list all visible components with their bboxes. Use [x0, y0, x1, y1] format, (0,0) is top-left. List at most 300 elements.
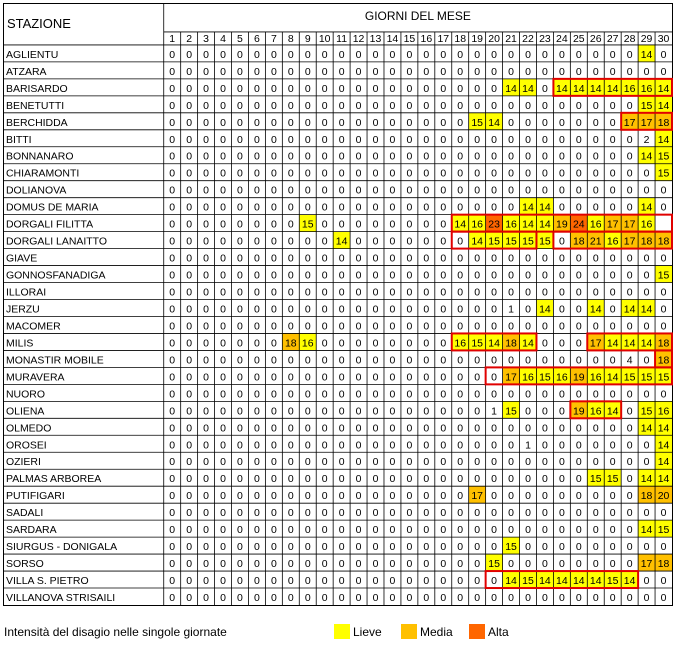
cell-value: 0 — [609, 100, 616, 112]
cell-value: 0 — [440, 134, 447, 146]
cell-value: 14 — [640, 49, 653, 61]
cell-value: 4 — [626, 355, 633, 367]
cell-value: 0 — [338, 508, 345, 520]
cell-value: 0 — [254, 440, 260, 452]
cell-value: 0 — [389, 236, 396, 248]
cell-value: 0 — [220, 66, 226, 78]
cell-value: 0 — [423, 508, 430, 520]
cell-value: 0 — [304, 287, 311, 299]
cell-value: 0 — [575, 66, 582, 78]
cell-value: 0 — [169, 287, 176, 299]
cell-value: 0 — [609, 593, 616, 605]
cell-value: 0 — [186, 270, 193, 282]
cell-value: 0 — [372, 338, 379, 350]
cell-value: 0 — [254, 338, 260, 350]
cell-value: 0 — [287, 525, 294, 537]
cell-value: 0 — [609, 440, 616, 452]
cell-value: 0 — [169, 440, 176, 452]
cell-value: 0 — [321, 202, 328, 214]
cell-value: 0 — [304, 236, 311, 248]
cell-value: 0 — [220, 270, 226, 282]
cell-value: 0 — [542, 406, 548, 418]
cell-value: 0 — [186, 253, 193, 265]
station-name: GONNOSFANADIGA — [6, 270, 106, 282]
cell-value: 14 — [606, 372, 619, 384]
cell-value: 0 — [457, 542, 464, 554]
cell-value: 0 — [169, 355, 176, 367]
cell-value: 0 — [440, 559, 447, 571]
cell-value: 0 — [186, 355, 193, 367]
cell-value: 0 — [660, 508, 667, 520]
cell-value: 14 — [657, 100, 670, 112]
cell-value: 0 — [406, 185, 413, 197]
cell-value: 0 — [237, 117, 243, 129]
cell-value: 17 — [589, 338, 602, 350]
cell-value: 0 — [643, 389, 650, 401]
cell-value: 0 — [338, 185, 345, 197]
cell-value: 0 — [558, 100, 565, 112]
cell-value: 0 — [440, 219, 447, 231]
cell-value: 0 — [525, 542, 531, 554]
cell-value: 0 — [457, 321, 464, 333]
cell-value: 0 — [220, 117, 226, 129]
cell-value: 0 — [270, 423, 277, 435]
cell-value: 0 — [542, 66, 548, 78]
cell-value: 0 — [203, 525, 210, 537]
cell-value: 0 — [389, 321, 396, 333]
cell-value: 0 — [338, 219, 345, 231]
cell-value: 0 — [304, 474, 311, 486]
cell-value: 0 — [338, 134, 345, 146]
cell-value: 0 — [254, 474, 260, 486]
cell-value: 0 — [558, 304, 565, 316]
cell-value: 0 — [237, 134, 243, 146]
cell-value: 0 — [321, 423, 328, 435]
cell-value: 0 — [525, 406, 531, 418]
cell-value: 0 — [643, 168, 650, 180]
cell-value: 0 — [287, 542, 294, 554]
cell-value: 0 — [542, 457, 548, 469]
cell-value: 15 — [657, 372, 670, 384]
cell-value: 0 — [338, 593, 345, 605]
intensity-table — [3, 3, 673, 606]
cell-value: 14 — [522, 219, 534, 231]
cell-value: 0 — [169, 185, 176, 197]
cell-value: 0 — [592, 593, 599, 605]
cell-value: 0 — [542, 134, 548, 146]
cell-value: 0 — [338, 117, 345, 129]
cell-value: 0 — [372, 100, 379, 112]
cell-value: 15 — [640, 406, 653, 418]
cell-value: 0 — [457, 508, 464, 520]
cell-value: 0 — [626, 423, 633, 435]
cell-value: 0 — [508, 151, 514, 163]
cell-value: 0 — [457, 525, 464, 537]
cell-value: 0 — [338, 321, 345, 333]
cell-value: 14 — [539, 576, 551, 588]
cell-value: 0 — [355, 525, 362, 537]
cell-value: 20 — [657, 491, 670, 503]
cell-value: 0 — [186, 236, 193, 248]
cell-value: 0 — [270, 508, 277, 520]
cell-value: 0 — [270, 236, 277, 248]
cell-value: 0 — [169, 423, 176, 435]
cell-value: 0 — [186, 49, 193, 61]
cell-value: 0 — [474, 83, 481, 95]
cell-value: 0 — [169, 593, 176, 605]
cell-value: 0 — [660, 185, 667, 197]
cell-value: 0 — [220, 338, 226, 350]
cell-value: 0 — [355, 389, 362, 401]
cell-value: 0 — [389, 100, 396, 112]
cell-value: 0 — [508, 525, 514, 537]
cell-value: 0 — [592, 559, 599, 571]
cell-value: 0 — [254, 593, 260, 605]
cell-value: 0 — [609, 491, 616, 503]
cell-value: 0 — [389, 474, 396, 486]
cell-value: 0 — [542, 321, 548, 333]
cell-value: 0 — [558, 321, 565, 333]
cell-value: 0 — [491, 474, 498, 486]
cell-value: 0 — [203, 151, 210, 163]
cell-value: 0 — [203, 236, 210, 248]
cell-value: 0 — [525, 168, 531, 180]
cell-value: 0 — [237, 542, 243, 554]
legend — [0, 612, 674, 652]
legend-swatch-alta — [469, 624, 485, 639]
cell-value: 15 — [505, 542, 517, 554]
cell-value: 0 — [389, 117, 396, 129]
cell-value: 0 — [355, 508, 362, 520]
cell-value: 18 — [657, 559, 670, 571]
cell-value: 0 — [372, 151, 379, 163]
cell-value: 0 — [254, 134, 260, 146]
cell-value: 0 — [237, 355, 243, 367]
station-name: AGLIENTU — [6, 49, 59, 61]
cell-value: 0 — [355, 542, 362, 554]
cell-value: 0 — [491, 491, 498, 503]
cell-value: 0 — [491, 304, 498, 316]
cell-value: 0 — [321, 83, 328, 95]
cell-value: 0 — [575, 559, 582, 571]
cell-value: 0 — [643, 440, 650, 452]
cell-value: 0 — [609, 457, 616, 469]
cell-value: 0 — [575, 168, 582, 180]
cell-value: 0 — [609, 525, 616, 537]
cell-value: 15 — [623, 372, 636, 384]
cell-value: 0 — [186, 406, 193, 418]
cell-value: 0 — [575, 474, 582, 486]
cell-value: 0 — [270, 440, 277, 452]
cell-value: 0 — [338, 559, 345, 571]
cell-value: 0 — [406, 117, 413, 129]
cell-value: 0 — [609, 508, 616, 520]
cell-value: 15 — [606, 576, 619, 588]
cell-value: 0 — [389, 423, 396, 435]
cell-value: 0 — [389, 525, 396, 537]
cell-value: 0 — [440, 338, 447, 350]
cell-value: 0 — [389, 491, 396, 503]
cell-value: 0 — [457, 168, 464, 180]
cell-value: 0 — [254, 321, 260, 333]
cell-value: 0 — [457, 457, 464, 469]
cell-value: 0 — [338, 66, 345, 78]
cell-value: 0 — [406, 440, 413, 452]
cell-value: 14 — [539, 219, 551, 231]
cell-value: 0 — [575, 491, 582, 503]
cell-value: 15 — [640, 372, 653, 384]
cell-value: 0 — [423, 66, 430, 78]
cell-value: 0 — [237, 474, 243, 486]
cell-value: 0 — [321, 134, 328, 146]
cell-value: 0 — [321, 355, 328, 367]
cell-value: 0 — [542, 525, 548, 537]
cell-value: 0 — [491, 440, 498, 452]
cell-value: 15 — [589, 474, 602, 486]
cell-value: 0 — [423, 287, 430, 299]
cell-value: 0 — [660, 576, 667, 588]
cell-value: 0 — [474, 253, 481, 265]
cell-value: 0 — [270, 559, 277, 571]
station-name: CHIARAMONTI — [6, 168, 80, 180]
station-name: VILLANOVA STRISAILI — [6, 593, 116, 605]
cell-value: 0 — [440, 202, 447, 214]
cell-value: 0 — [287, 508, 294, 520]
cell-value: 0 — [575, 134, 582, 146]
cell-value: 0 — [220, 593, 226, 605]
cell-value: 0 — [389, 508, 396, 520]
cell-value: 0 — [592, 491, 599, 503]
cell-value: 0 — [558, 491, 565, 503]
cell-value: 0 — [575, 440, 582, 452]
cell-value: 15 — [539, 372, 551, 384]
cell-value: 0 — [592, 542, 599, 554]
cell-value: 0 — [220, 168, 226, 180]
cell-value: 0 — [457, 440, 464, 452]
cell-value: 0 — [423, 355, 430, 367]
cell-value: 0 — [270, 355, 277, 367]
cell-value: 0 — [423, 134, 430, 146]
cell-value: 14 — [572, 83, 585, 95]
cell-value: 0 — [643, 66, 650, 78]
cell-value: 14 — [471, 236, 483, 248]
cell-value: 0 — [304, 542, 311, 554]
cell-value: 0 — [389, 66, 396, 78]
cell-value: 0 — [542, 440, 548, 452]
station-name: OROSEI — [6, 440, 47, 452]
cell-value: 0 — [270, 542, 277, 554]
cell-value: 14 — [640, 151, 653, 163]
cell-value: 0 — [609, 287, 616, 299]
cell-value: 14 — [488, 338, 500, 350]
cell-value: 0 — [287, 83, 294, 95]
cell-value: 0 — [169, 389, 176, 401]
cell-value: 0 — [609, 389, 616, 401]
station-name: ILLORAI — [6, 287, 47, 299]
cell-value: 0 — [270, 253, 277, 265]
cell-value: 0 — [440, 270, 447, 282]
cell-value: 0 — [406, 287, 413, 299]
station-name: BARISARDO — [6, 83, 68, 95]
cell-value: 0 — [203, 457, 210, 469]
cell-value: 0 — [542, 338, 548, 350]
cell-value: 15 — [471, 117, 483, 129]
cell-value: 0 — [186, 491, 193, 503]
cell-value: 18 — [657, 236, 670, 248]
cell-value: 0 — [491, 321, 498, 333]
cell-value: 0 — [558, 423, 565, 435]
cell-value: 0 — [372, 202, 379, 214]
cell-value: 0 — [423, 321, 430, 333]
cell-value: 0 — [592, 423, 599, 435]
cell-value: 0 — [304, 202, 311, 214]
cell-value: 0 — [186, 525, 193, 537]
cell-value: 0 — [558, 542, 565, 554]
cell-value: 17 — [606, 219, 619, 231]
cell-value: 14 — [623, 304, 636, 316]
cell-value: 0 — [592, 168, 599, 180]
cell-value: 0 — [338, 338, 345, 350]
cell-value: 0 — [287, 219, 294, 231]
cell-value: 0 — [389, 49, 396, 61]
cell-value: 0 — [592, 151, 599, 163]
cell-value: 0 — [203, 287, 210, 299]
cell-value: 0 — [186, 321, 193, 333]
cell-value: 16 — [522, 372, 534, 384]
cell-value: 0 — [186, 202, 193, 214]
day-number: 16 — [420, 33, 433, 45]
cell-value: 0 — [287, 49, 294, 61]
cell-value: 0 — [575, 270, 582, 282]
cell-value: 0 — [575, 355, 582, 367]
cell-value: 0 — [237, 593, 243, 605]
cell-value: 0 — [440, 423, 447, 435]
cell-value: 0 — [220, 304, 226, 316]
cell-value: 14 — [606, 338, 619, 350]
cell-value: 0 — [558, 287, 565, 299]
cell-value: 0 — [338, 440, 345, 452]
cell-value: 0 — [406, 338, 413, 350]
cell-value: 0 — [355, 406, 362, 418]
cell-value: 0 — [338, 202, 345, 214]
cell-value: 0 — [491, 576, 498, 588]
cell-value: 0 — [270, 270, 277, 282]
cell-value: 0 — [237, 338, 243, 350]
cell-value: 0 — [186, 423, 193, 435]
cell-value: 0 — [457, 406, 464, 418]
cell-value: 0 — [626, 168, 633, 180]
cell-value: 0 — [592, 185, 599, 197]
cell-value: 0 — [643, 355, 650, 367]
cell-value: 0 — [169, 576, 176, 588]
cell-value: 0 — [355, 287, 362, 299]
station-header: STAZIONE — [6, 15, 71, 31]
cell-value: 16 — [589, 406, 602, 418]
cell-value: 0 — [186, 389, 193, 401]
cell-value: 0 — [321, 491, 328, 503]
cell-value: 14 — [640, 474, 653, 486]
cell-value: 0 — [169, 219, 176, 231]
cell-value: 14 — [522, 338, 534, 350]
cell-value: 0 — [592, 321, 599, 333]
cell-value: 0 — [270, 185, 277, 197]
cell-value: 0 — [287, 423, 294, 435]
cell-value: 0 — [237, 372, 243, 384]
cell-value: 14 — [539, 304, 551, 316]
cell-value: 0 — [440, 406, 447, 418]
cell-value: 0 — [321, 151, 328, 163]
cell-value: 0 — [406, 151, 413, 163]
cell-value: 0 — [270, 491, 277, 503]
cell-value: 0 — [169, 168, 176, 180]
cell-value: 0 — [389, 287, 396, 299]
cell-value: 0 — [626, 185, 633, 197]
cell-value: 0 — [525, 508, 531, 520]
cell-value: 0 — [643, 185, 650, 197]
cell-value: 0 — [525, 355, 531, 367]
cell-value: 0 — [321, 406, 328, 418]
cell-value: 0 — [203, 66, 210, 78]
cell-value: 15 — [606, 474, 619, 486]
cell-value: 0 — [525, 270, 531, 282]
cell-value: 0 — [440, 372, 447, 384]
cell-value: 18 — [657, 338, 670, 350]
cell-value: 0 — [609, 355, 616, 367]
cell-value: 0 — [440, 593, 447, 605]
station-name: SARDARA — [6, 525, 57, 537]
cell-value: 14 — [589, 83, 602, 95]
cell-value: 0 — [542, 151, 548, 163]
cell-value: 0 — [440, 151, 447, 163]
cell-value: 0 — [321, 593, 328, 605]
cell-value: 0 — [592, 457, 599, 469]
cell-value: 0 — [643, 593, 650, 605]
cell-value: 0 — [389, 134, 396, 146]
cell-value: 0 — [321, 185, 328, 197]
cell-value: 0 — [254, 508, 260, 520]
cell-value: 0 — [440, 491, 447, 503]
station-name: OLMEDO — [6, 423, 52, 435]
cell-value: 0 — [525, 423, 531, 435]
cell-value: 17 — [623, 236, 636, 248]
cell-value: 0 — [321, 389, 328, 401]
cell-value: 0 — [169, 559, 176, 571]
cell-value: 0 — [440, 100, 447, 112]
cell-value: 14 — [454, 219, 467, 231]
cell-value: 0 — [287, 304, 294, 316]
cell-value: 0 — [355, 355, 362, 367]
cell-value: 0 — [355, 185, 362, 197]
cell-value: 0 — [372, 117, 379, 129]
cell-value: 0 — [169, 66, 176, 78]
cell-value: 0 — [423, 49, 430, 61]
cell-value: 0 — [338, 525, 345, 537]
cell-value: 0 — [440, 66, 447, 78]
cell-value: 0 — [372, 253, 379, 265]
cell-value: 18 — [640, 491, 653, 503]
cell-value: 0 — [508, 508, 514, 520]
station-name: DOMUS DE MARIA — [6, 202, 99, 214]
cell-value: 14 — [589, 576, 602, 588]
cell-value: 0 — [287, 406, 294, 418]
cell-value: 16 — [623, 83, 636, 95]
cell-value: 0 — [372, 491, 379, 503]
cell-value: 0 — [423, 304, 430, 316]
cell-value: 15 — [539, 236, 551, 248]
day-number: 14 — [386, 33, 399, 45]
cell-value: 0 — [287, 321, 294, 333]
cell-value: 0 — [321, 576, 328, 588]
